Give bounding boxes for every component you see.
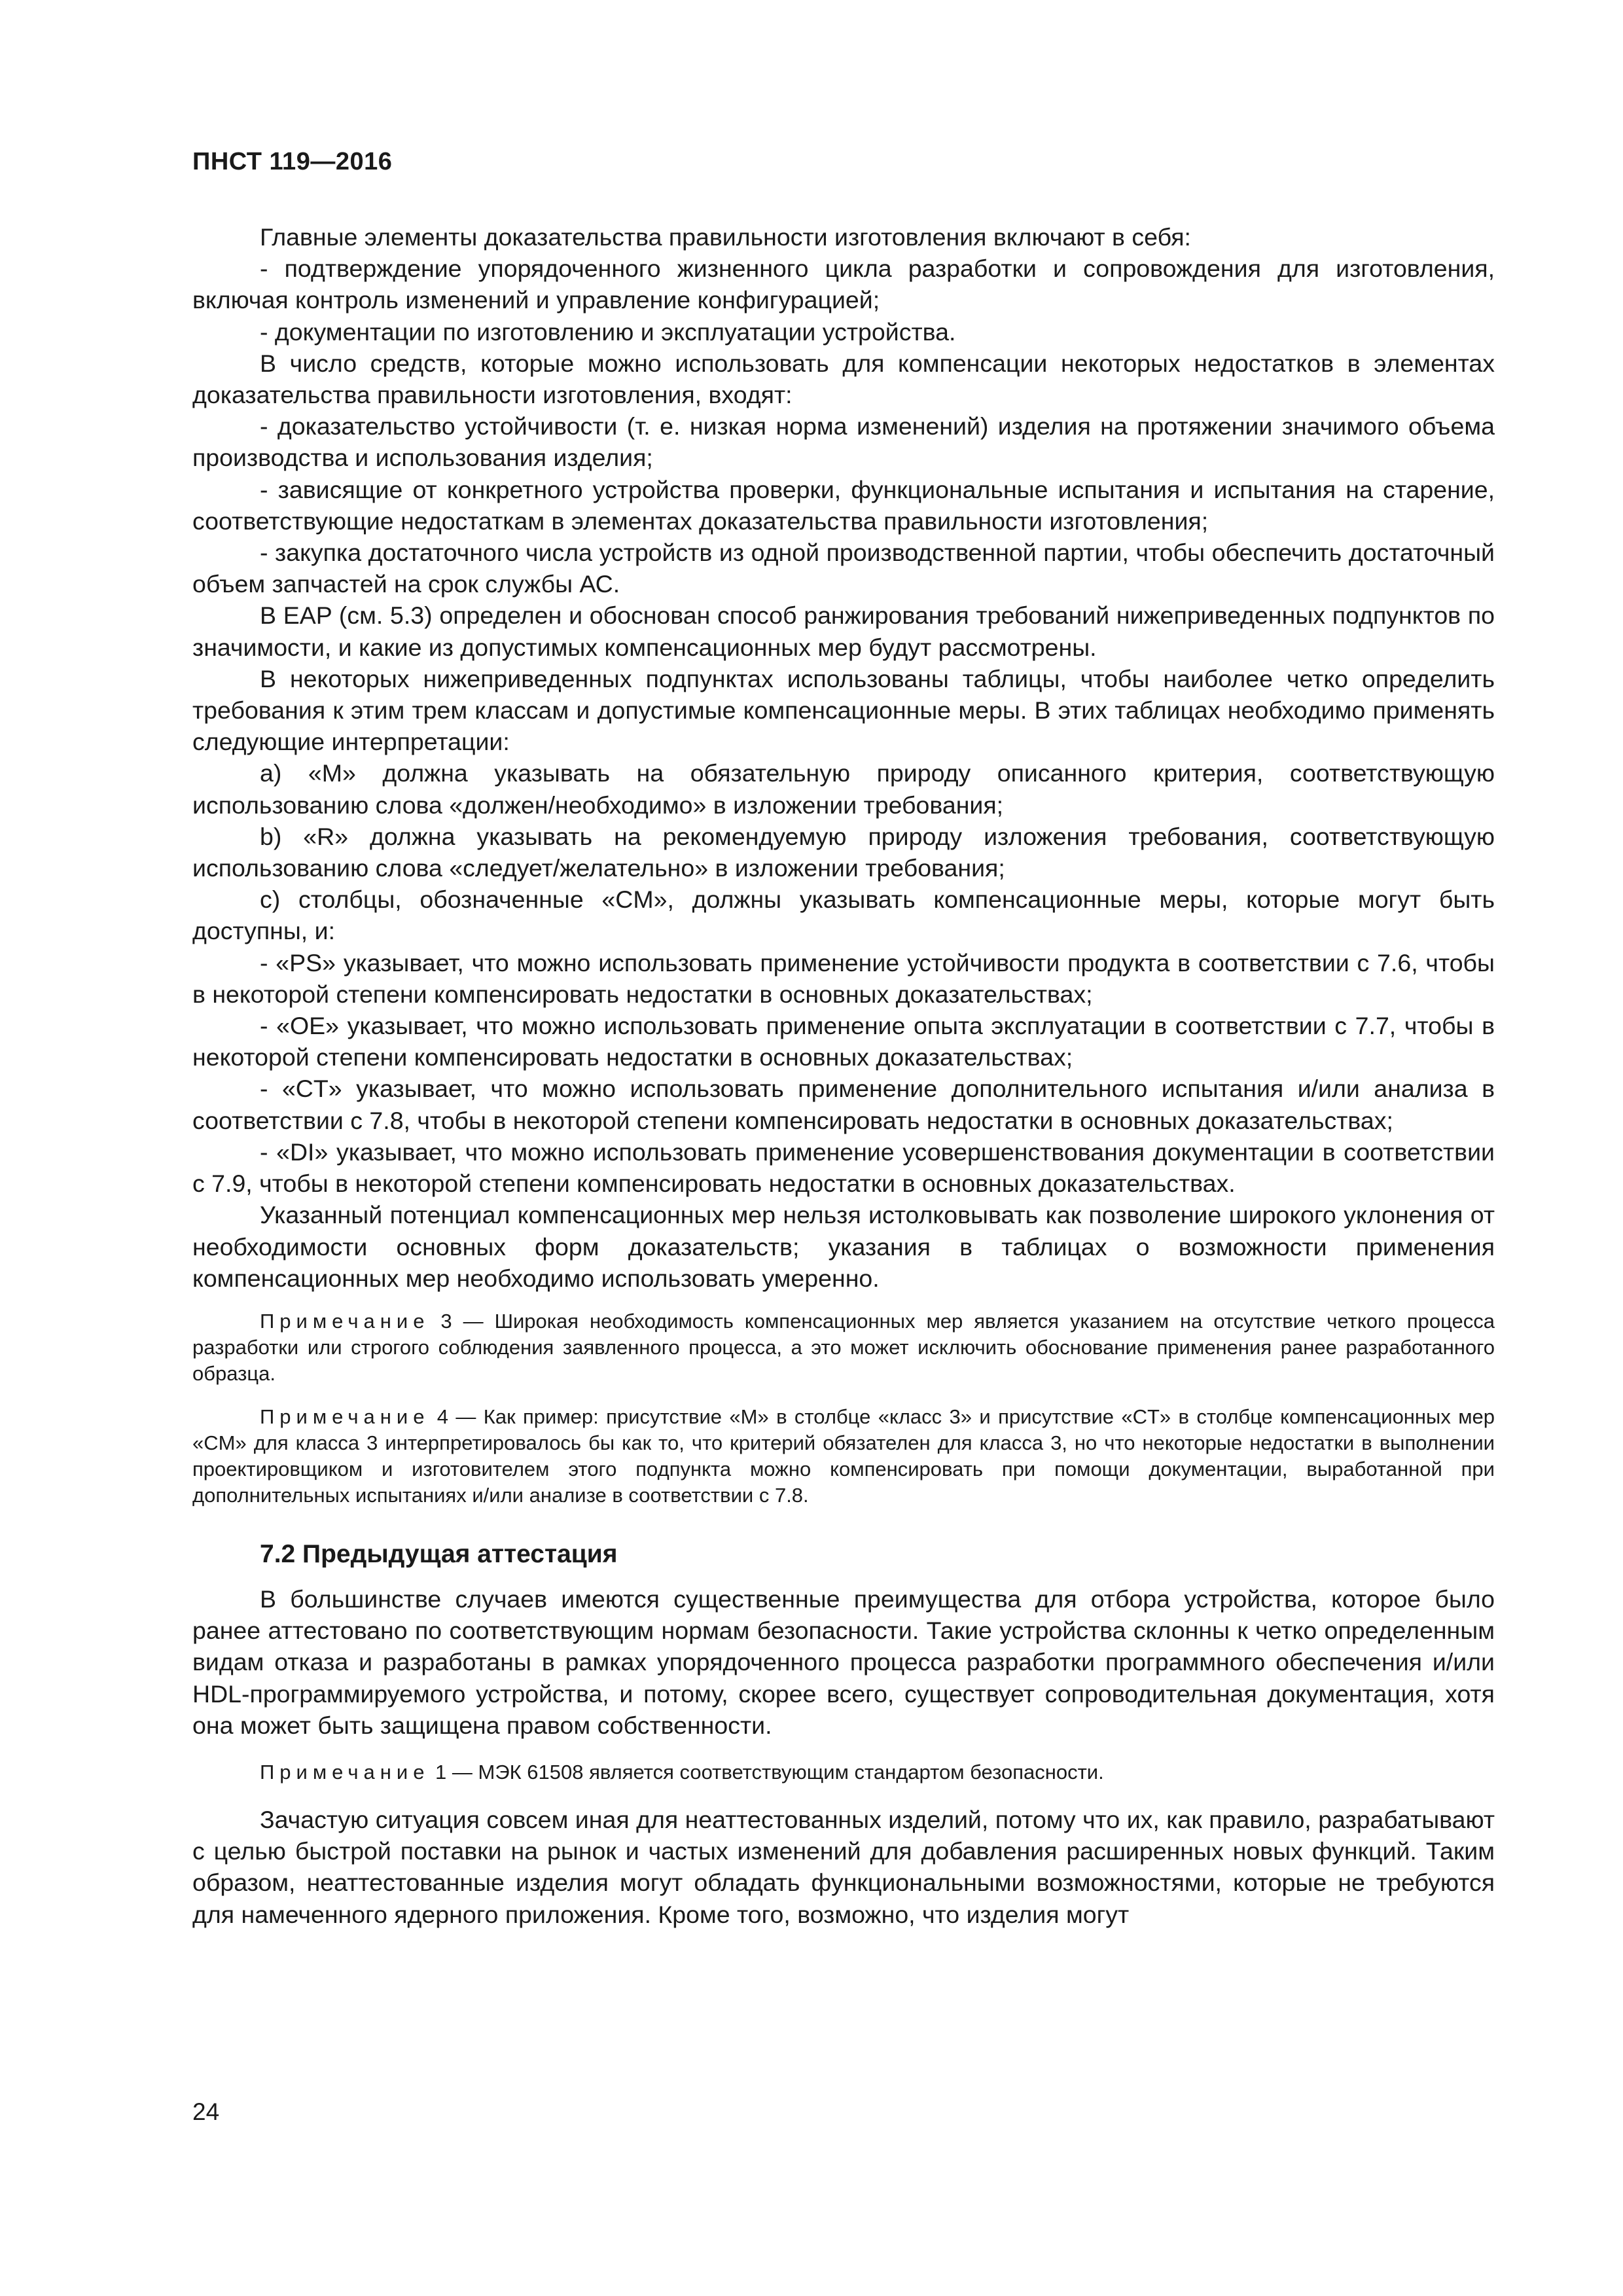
list-item: - подтверждение упорядоченного жизненного цикла разработки и сопровождения для изготовления, включая контроль изменений и управление конфигурацией;	[192, 255, 1495, 314]
list-item: - зависящие от конкретного устройства проверки, функциональные испытания и испытания на старение, соответствующие недостаткам в элементах доказательства правильности изготовления;	[192, 475, 1495, 535]
note-3	[192, 1308, 1495, 1387]
list-item: c) столбцы, обозначенные «CM», должны указывать компенсационные меры, которые могут быть доступны, и:	[192, 886, 1495, 945]
paragraph: В большинстве случаев имеются существенные преимущества для отбора устройства, которое было ранее аттестовано по соответствующим нормам безопасности. Такие устройства склонны к четко определенным видам отказа и разработаны в рамках упорядоченного процесса разработки программного обеспечения и/или HDL-программируемого устройства, и потому, скорее всего, существует сопроводительная документация, хотя она может быть защищена правом собственности.	[192, 1585, 1495, 1739]
list-item: - «PS» указывает, что можно использовать применение устойчивости продукта в соответствии с 7.6, чтобы в некоторой степени компенсировать недостатки в основных доказательствах;	[192, 948, 1495, 1008]
list-item: - «OE» указывает, что можно использовать применение опыта эксплуатации в соответствии с 7.7, чтобы в некоторой степени компенсировать недостатки в основных доказательствах;	[192, 1012, 1495, 1071]
list-item: - документации по изготовлению и эксплуатации устройства.	[260, 317, 956, 346]
document-body	[192, 221, 1495, 1930]
note-text: 3 — Широкая необходимость компенсационных мер является указанием на отсутствие четкого процесса разработки или строгого соблюдения заявленного процесса, а это может исключить обоснование применения ранее разработанного образца.	[192, 1309, 1495, 1385]
paragraph: В некоторых нижеприведенных подпунктах использованы таблицы, чтобы наиболее четко определить требования к этим трем классам и допустимые компенсационные меры. В этих таблицах необходимо применять следующие интерпретации:	[192, 664, 1495, 756]
note-1	[192, 1759, 1495, 1785]
note-label: Примечание	[260, 1760, 430, 1784]
section-heading: 7.2 Предыдущая аттестация	[260, 1539, 618, 1568]
list-item: - закупка достаточного числа устройств из одной производственной партии, чтобы обеспечить достаточный объем запчастей на срок службы АС.	[192, 539, 1495, 598]
document-header: ПНСТ 119—2016	[192, 148, 393, 175]
paragraph: Указанный потенциал компенсационных мер нельзя истолковывать как позволение широкого уклонения от необходимости основных форм доказательств; указания в таблицах о возможности применения компенсационных мер необходимо использовать умеренно.	[192, 1201, 1495, 1292]
paragraph: В EAP (см. 5.3) определен и обоснован способ ранжирования требований нижеприведенных подпунктов по значимости, и какие из допустимых компенсационных мер будут рассмотрены.	[192, 601, 1495, 661]
note-label: Примечание	[260, 1405, 430, 1428]
note-text: 1 — МЭК 61508 является соответствующим стандартом безопасности.	[429, 1760, 1104, 1784]
page-number: 24	[192, 2098, 220, 2125]
paragraph: Зачастую ситуация совсем иная для неаттестованных изделий, потому что их, как правило, разрабатывают с целью быстрой поставки на рынок и частых изменений для добавления расширенных новых функций. Таким образом, неаттестованные изделия могут обладать функциональными возможностями, которые не требуются для намеченного ядерного приложения. Кроме того, возможно, что изделия могут	[192, 1805, 1495, 1928]
list-item: - доказательство устойчивости (т. е. низкая норма изменений) изделия на протяжении значимого объема производства и использования изделия;	[192, 412, 1495, 472]
list-item: a) «M» должна указывать на обязательную природу описанного критерия, соответствующую использованию слова «должен/необходимо» в изложении требования;	[192, 759, 1495, 819]
paragraph: В число средств, которые можно использовать для компенсации некоторых недостатков в элементах доказательства правильности изготовления, входят:	[192, 349, 1495, 409]
paragraph: Главные элементы доказательства правильности изготовления включают в себя:	[260, 223, 1191, 251]
note-label: Примечание	[260, 1309, 430, 1333]
list-item: b) «R» должна указывать на рекомендуемую природу изложения требования, соответствующую использованию слова «следует/желательно» в изложении требования;	[192, 822, 1495, 882]
list-item: - «CT» указывает, что можно использовать применение дополнительного испытания и/или анализа в соответствии с 7.8, чтобы в некоторой степени компенсировать недостатки в основных доказательствах;	[192, 1075, 1495, 1134]
note-text: 4 — Как пример: присутствие «M» в столбце «класс 3» и присутствие «CT» в столбце компенсационных мер «CM» для класса 3 интерпретировалось бы как то, что критерий обязателен для класса 3, но что некоторые недостатки в выполнении проектировщиком и изготовителем этого подпункта можно компенсировать при помощи документации, выработанной при дополнительных испытаниях и/или анализе в соответствии с 7.8.	[192, 1405, 1495, 1507]
note-4	[192, 1404, 1495, 1509]
list-item: - «DI» указывает, что можно использовать применение усовершенствования документации в соответствии с 7.9, чтобы в некоторой степени компенсировать недостатки в основных доказательствах.	[192, 1138, 1495, 1198]
